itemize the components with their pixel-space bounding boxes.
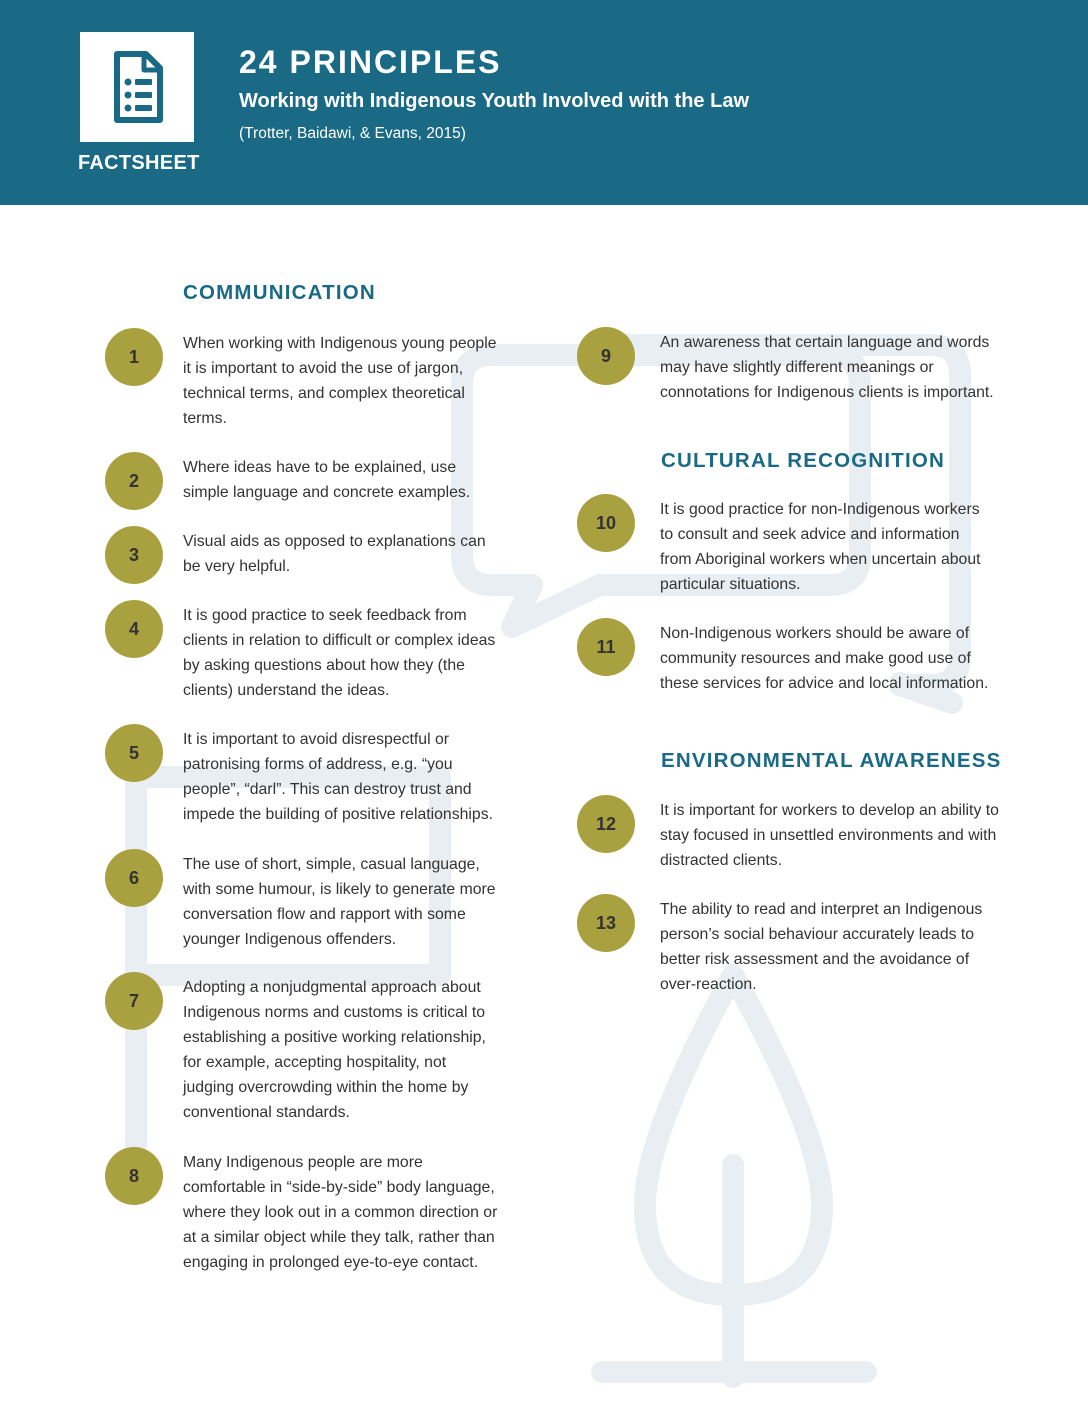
principle-text: Non-Indigenous workers should be aware of community resources and make good use of these services for advice and local information. — [660, 625, 989, 692]
principle-text: It is good practice to seek feedback from clients in relation to difficult or complex ideas by asking questions about how they (the clients) understand the ideas. — [183, 607, 496, 699]
principle-number-badge: 12 — [577, 795, 635, 853]
principle-number-badge: 3 — [105, 526, 163, 584]
page-subtitle: Working with Indigenous Youth Involved with the Law — [239, 90, 749, 112]
principle-text: An awareness that certain language and words may have slightly different meanings or connotations for Indigenous clients is important. — [660, 334, 994, 401]
principle-text: Adopting a nonjudgmental approach about Indigenous norms and customs is critical to establishing a positive working relationship, for example, accepting hospitality, not judging overcrowding within the home by conventional standards. — [183, 979, 486, 1121]
principle-text: It is good practice for non-Indigenous workers to consult and seek advice and information from Aboriginal workers when uncertain about particular situations. — [660, 501, 981, 593]
principle-text: Where ideas have to be explained, use simple language and concrete examples. — [183, 459, 471, 501]
page-header — [0, 0, 1088, 205]
page-title: 24 PRINCIPLES — [239, 44, 502, 80]
section-heading-cultural-recognition: CULTURAL RECOGNITION — [661, 449, 946, 472]
principle-number-badge: 5 — [105, 724, 163, 782]
section-heading-communication: COMMUNICATION — [183, 281, 376, 304]
document-list-icon — [80, 32, 194, 142]
factsheet-label: FACTSHEET — [78, 152, 200, 174]
principle-text: The ability to read and interpret an Indigenous person’s social behaviour accurately leads to better risk assessment and the avoidance of over-reaction. — [660, 901, 983, 993]
principle-text: It is important for workers to develop an ability to stay focused in unsettled environments and with distracted clients. — [660, 802, 999, 869]
principle-text: It is important to avoid disrespectful or patronising forms of address, e.g. “you people”, “darl”. This can destroy trust and impede the building of positive relationships. — [183, 731, 493, 823]
principle-number-badge: 9 — [577, 327, 635, 385]
principle-number-badge: 2 — [105, 452, 163, 510]
principle-number-badge: 8 — [105, 1147, 163, 1205]
section-heading-environmental-awareness: ENVIRONMENTAL AWARENESS — [661, 749, 1002, 772]
principle-number-badge: 7 — [105, 972, 163, 1030]
principle-number-badge: 4 — [105, 600, 163, 658]
principle-number-badge: 11 — [577, 618, 635, 676]
principle-text: Many Indigenous people are more comfortable in “side-by-side” body language, where they look out in a common direction or at a similar object while they talk, rather than engaging in prolonged eye-to-eye contact. — [183, 1154, 498, 1271]
principle-number-badge: 13 — [577, 894, 635, 952]
principle-text: The use of short, simple, casual language, with some humour, is likely to generate more conversation flow and rapport with some younger Indigenous offenders. — [183, 856, 496, 948]
principle-number-badge: 1 — [105, 328, 163, 386]
page-citation: (Trotter, Baidawi, & Evans, 2015) — [239, 125, 466, 142]
principle-number-badge: 6 — [105, 849, 163, 907]
principle-text: Visual aids as opposed to explanations can be very helpful. — [183, 533, 486, 575]
factsheet-logo — [80, 32, 194, 142]
principle-text: When working with Indigenous young people it is important to avoid the use of jargon, technical terms, and complex theoretical terms. — [183, 335, 497, 427]
principle-number-badge: 10 — [577, 494, 635, 552]
